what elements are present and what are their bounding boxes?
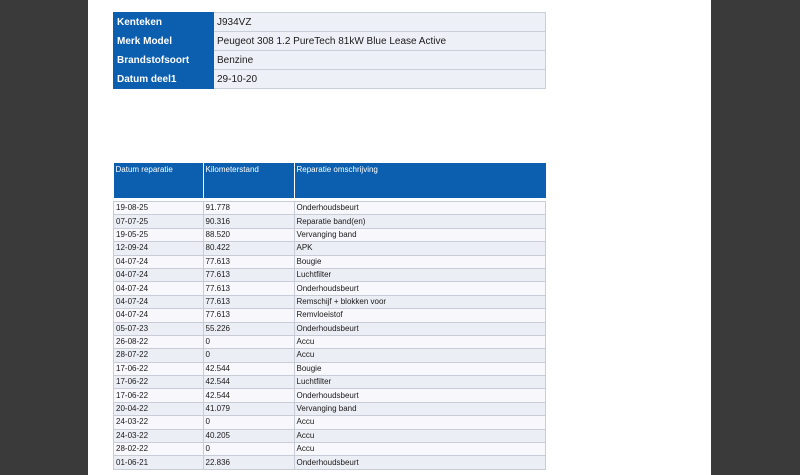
repair-date-cell: 17-06-22	[114, 389, 204, 402]
table-row	[114, 322, 546, 335]
repair-date-cell: 24-03-22	[114, 429, 204, 442]
vehicle-info-value: 29-10-20	[214, 70, 546, 89]
repair-date-cell: 20-04-22	[114, 402, 204, 415]
repair-date-cell: 26-08-22	[114, 335, 204, 348]
repair-date-cell: 17-06-22	[114, 376, 204, 389]
repair-date-cell: 04-07-24	[114, 295, 204, 308]
vehicle-info-value: Peugeot 308 1.2 PureTech 81kW Blue Lease Active	[214, 32, 546, 51]
repair-description-cell: Remvloeistof	[294, 309, 546, 322]
table-row	[114, 389, 546, 402]
repair-km-cell: 77.613	[203, 268, 294, 281]
table-row	[114, 335, 546, 348]
repair-header-row	[114, 163, 546, 198]
repair-description-cell: APK	[294, 242, 546, 255]
repair-km-cell: 0	[203, 416, 294, 429]
table-row	[114, 429, 546, 442]
repair-description-cell: Accu	[294, 443, 546, 456]
vehicle-info-table	[113, 12, 546, 89]
repair-km-cell: 90.316	[203, 215, 294, 228]
table-row	[114, 376, 546, 389]
table-row	[114, 215, 546, 228]
vehicle-info-label: Merk Model	[114, 32, 214, 51]
table-row	[114, 443, 546, 456]
repair-description-cell: Remschijf + blokken voor	[294, 295, 546, 308]
table-row	[114, 402, 546, 415]
repair-description-cell: Accu	[294, 416, 546, 429]
table-row	[114, 295, 546, 308]
table-row	[114, 456, 546, 469]
repair-description-cell: Bougie	[294, 255, 546, 268]
repair-description-cell: Vervanging band	[294, 402, 546, 415]
vehicle-info-row	[114, 32, 546, 51]
repair-date-cell: 12-09-24	[114, 242, 204, 255]
repair-description-cell: Luchtfilter	[294, 376, 546, 389]
repair-km-cell: 42.544	[203, 376, 294, 389]
repair-description-cell: Onderhoudsbeurt	[294, 282, 546, 295]
table-row	[114, 349, 546, 362]
repair-km-cell: 22.836	[203, 456, 294, 469]
repair-km-cell: 0	[203, 349, 294, 362]
repair-km-cell: 77.613	[203, 282, 294, 295]
repair-description-cell: Onderhoudsbeurt	[294, 202, 546, 215]
vehicle-info-row	[114, 51, 546, 70]
repair-km-cell: 40.205	[203, 429, 294, 442]
repair-date-cell: 05-07-23	[114, 322, 204, 335]
table-row	[114, 362, 546, 375]
repair-date-cell: 04-07-24	[114, 309, 204, 322]
repair-km-cell: 55.226	[203, 322, 294, 335]
vehicle-info-row	[114, 13, 546, 32]
table-row	[114, 202, 546, 215]
vehicle-info-label: Brandstofsoort	[114, 51, 214, 70]
repair-km-cell: 0	[203, 443, 294, 456]
vehicle-info-value: J934VZ	[214, 13, 546, 32]
repair-date-cell: 04-07-24	[114, 268, 204, 281]
repair-date-cell: 17-06-22	[114, 362, 204, 375]
repair-description-cell: Accu	[294, 349, 546, 362]
table-row	[114, 228, 546, 241]
repair-date-cell: 04-07-24	[114, 282, 204, 295]
repair-date-cell: 28-07-22	[114, 349, 204, 362]
repair-description-cell: Onderhoudsbeurt	[294, 456, 546, 469]
repair-description-cell: Reparatie band(en)	[294, 215, 546, 228]
repair-description-cell: Accu	[294, 429, 546, 442]
repair-description-cell: Luchtfilter	[294, 268, 546, 281]
document-page	[88, 0, 711, 475]
repair-description-cell: Onderhoudsbeurt	[294, 322, 546, 335]
repair-date-cell: 28-02-22	[114, 443, 204, 456]
table-row	[114, 309, 546, 322]
vehicle-info-label: Kenteken	[114, 13, 214, 32]
repair-km-cell: 42.544	[203, 362, 294, 375]
repair-description-cell: Vervanging band	[294, 228, 546, 241]
repair-date-cell: 01-06-21	[114, 456, 204, 469]
header-km: Kilometerstand	[203, 163, 294, 198]
table-row	[114, 268, 546, 281]
repair-description-cell: Onderhoudsbeurt	[294, 389, 546, 402]
header-date: Datum reparatie	[114, 163, 204, 198]
repair-km-cell: 42.544	[203, 389, 294, 402]
repair-km-cell: 41.079	[203, 402, 294, 415]
vehicle-info-label: Datum deel1	[114, 70, 214, 89]
repair-km-cell: 77.613	[203, 295, 294, 308]
header-description: Reparatie omschrijving	[294, 163, 546, 198]
repair-date-cell: 04-07-24	[114, 255, 204, 268]
table-row	[114, 282, 546, 295]
repair-km-cell: 77.613	[203, 255, 294, 268]
vehicle-info-row	[114, 70, 546, 89]
repair-date-cell: 19-08-25	[114, 202, 204, 215]
repair-date-cell: 24-03-22	[114, 416, 204, 429]
table-row	[114, 255, 546, 268]
repair-km-cell: 88.520	[203, 228, 294, 241]
table-row	[114, 416, 546, 429]
repair-description-cell: Accu	[294, 335, 546, 348]
table-row	[114, 242, 546, 255]
repair-km-cell: 91.778	[203, 202, 294, 215]
repair-date-cell: 07-07-25	[114, 215, 204, 228]
repair-km-cell: 77.613	[203, 309, 294, 322]
repair-km-cell: 80.422	[203, 242, 294, 255]
repair-description-cell: Bougie	[294, 362, 546, 375]
vehicle-info-value: Benzine	[214, 51, 546, 70]
repair-history-table	[113, 163, 546, 470]
repair-km-cell: 0	[203, 335, 294, 348]
repair-date-cell: 19-05-25	[114, 228, 204, 241]
